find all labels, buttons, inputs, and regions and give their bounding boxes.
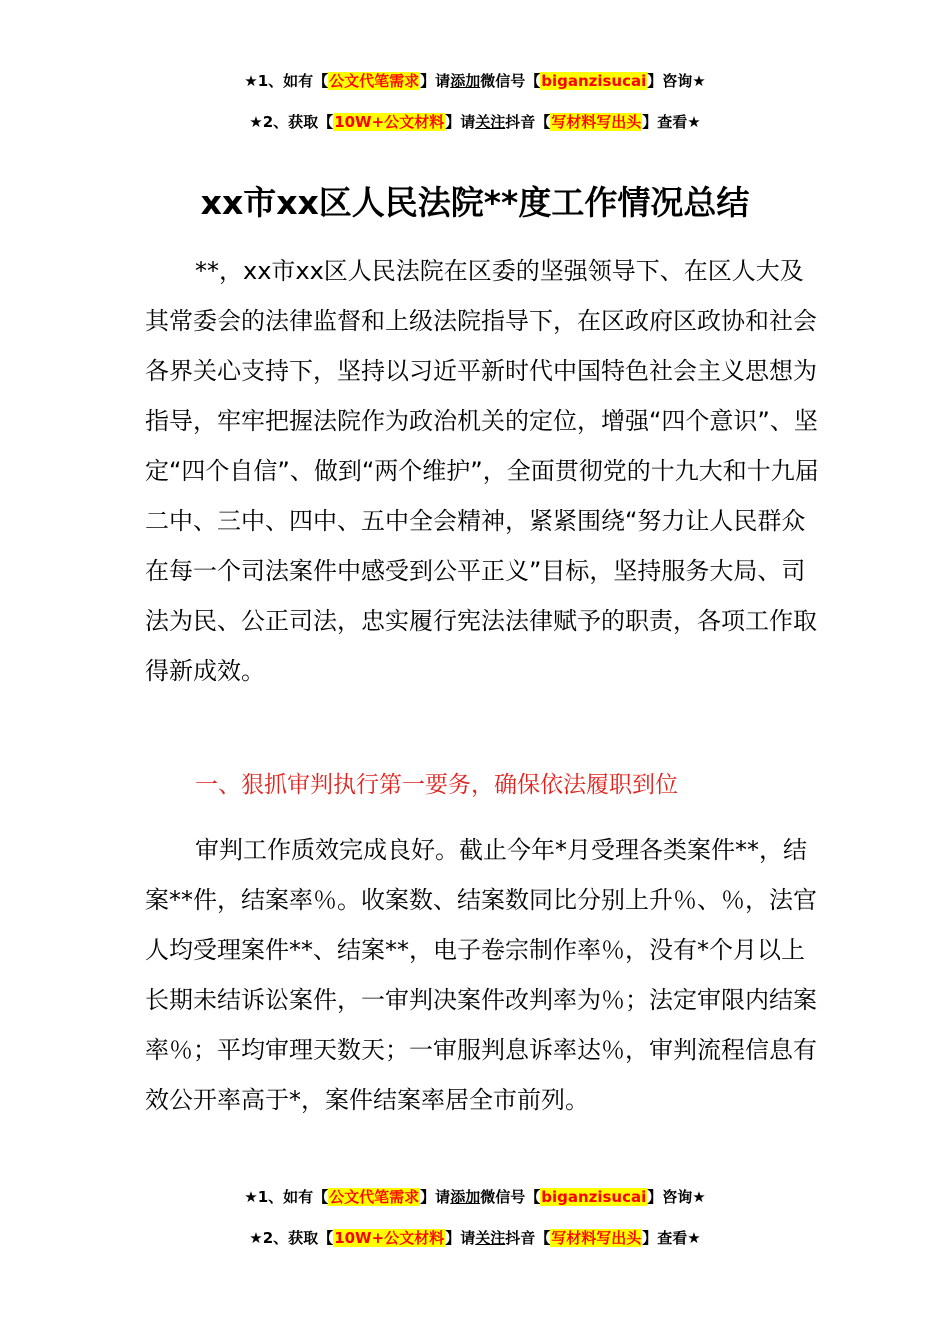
promo-highlight-douyin-id: 写材料写出头 <box>551 1229 642 1247</box>
promo-underlined-add: 添加 <box>450 72 481 90</box>
bottom-promo-line-1 <box>0 1186 950 1208</box>
promo-underlined-follow: 关注 <box>475 113 506 131</box>
promo-text: 抖音【 <box>505 113 551 131</box>
promo-text: 微信号【 <box>480 1188 541 1206</box>
promo-suffix: 】查看★ <box>642 113 701 131</box>
promo-underlined-add: 添加 <box>450 1188 481 1206</box>
promo-text: 】请 <box>420 1188 451 1206</box>
top-promo-line-1 <box>0 70 950 92</box>
promo-prefix: ★1、如有【 <box>244 72 329 90</box>
promo-text: 微信号【 <box>480 72 541 90</box>
promo-highlight-wechat-id: biganzisucai <box>541 1188 647 1206</box>
promo-text: 】请 <box>445 1229 476 1247</box>
promo-highlight-wechat-id: biganzisucai <box>541 72 647 90</box>
document-title: xx市xx区人民法院**度工作情况总结 <box>200 183 750 222</box>
promo-suffix: 】咨询★ <box>647 1188 706 1206</box>
promo-prefix: ★2、获取【 <box>249 1229 334 1247</box>
section-paragraph: 审判工作质效完成良好。截止今年*月受理各类案件**，结案**件，结案率％。收案数、结案数同比分别上升％、％，法官人均受理案件**、结案**，电子卷宗制作率％，没有*个月以上长期未结诉讼案件，一审判决案件改判率为％；法定审限内结案率％；平均审理天数天；一审服判息诉率达％，审判流程信息有效公开率高于*，案件结案率居全市前列。 <box>145 836 817 1114</box>
promo-highlight-douyin-id: 写材料写出头 <box>551 113 642 131</box>
intro-paragraph: **，xx市xx区人民法院在区委的坚强领导下、在区人大及其常委会的法律监督和上级法院指导下，在区政府区政协和社会各界关心支持下，坚持以习近平新时代中国特色社会主义思想为指导，牢牢把握法院作为政治机关的定位，增强“四个意识”、坚定“四个自信”、做到“两个维护”，全面贯彻党的十九大和十九届二中、三中、四中、五中全会精神，紧紧围绕“努力让人民群众在每一个司法案件中感受到公平正义”目标，坚持服务大局、司法为民、公正司法，忠实履行宪法法律赋予的职责，各项工作取得新成效。 <box>145 257 819 685</box>
bottom-promo-line-2 <box>0 1227 950 1249</box>
promo-text: 】请 <box>445 113 476 131</box>
promo-underlined-follow: 关注 <box>475 1229 506 1247</box>
promo-prefix: ★1、如有【 <box>244 1188 329 1206</box>
section-heading: 一、狠抓审判执行第一要务，确保依法履职到位 <box>195 772 678 798</box>
top-promo-line-2 <box>0 111 950 133</box>
promo-text: 抖音【 <box>505 1229 551 1247</box>
promo-highlight-service: 公文代笔需求 <box>329 72 420 90</box>
promo-suffix: 】查看★ <box>642 1229 701 1247</box>
promo-suffix: 】咨询★ <box>647 72 706 90</box>
promo-highlight-materials: 10W+公文材料 <box>334 1229 445 1247</box>
promo-prefix: ★2、获取【 <box>249 113 334 131</box>
promo-highlight-service: 公文代笔需求 <box>329 1188 420 1206</box>
promo-text: 】请 <box>420 72 451 90</box>
promo-highlight-materials: 10W+公文材料 <box>334 113 445 131</box>
